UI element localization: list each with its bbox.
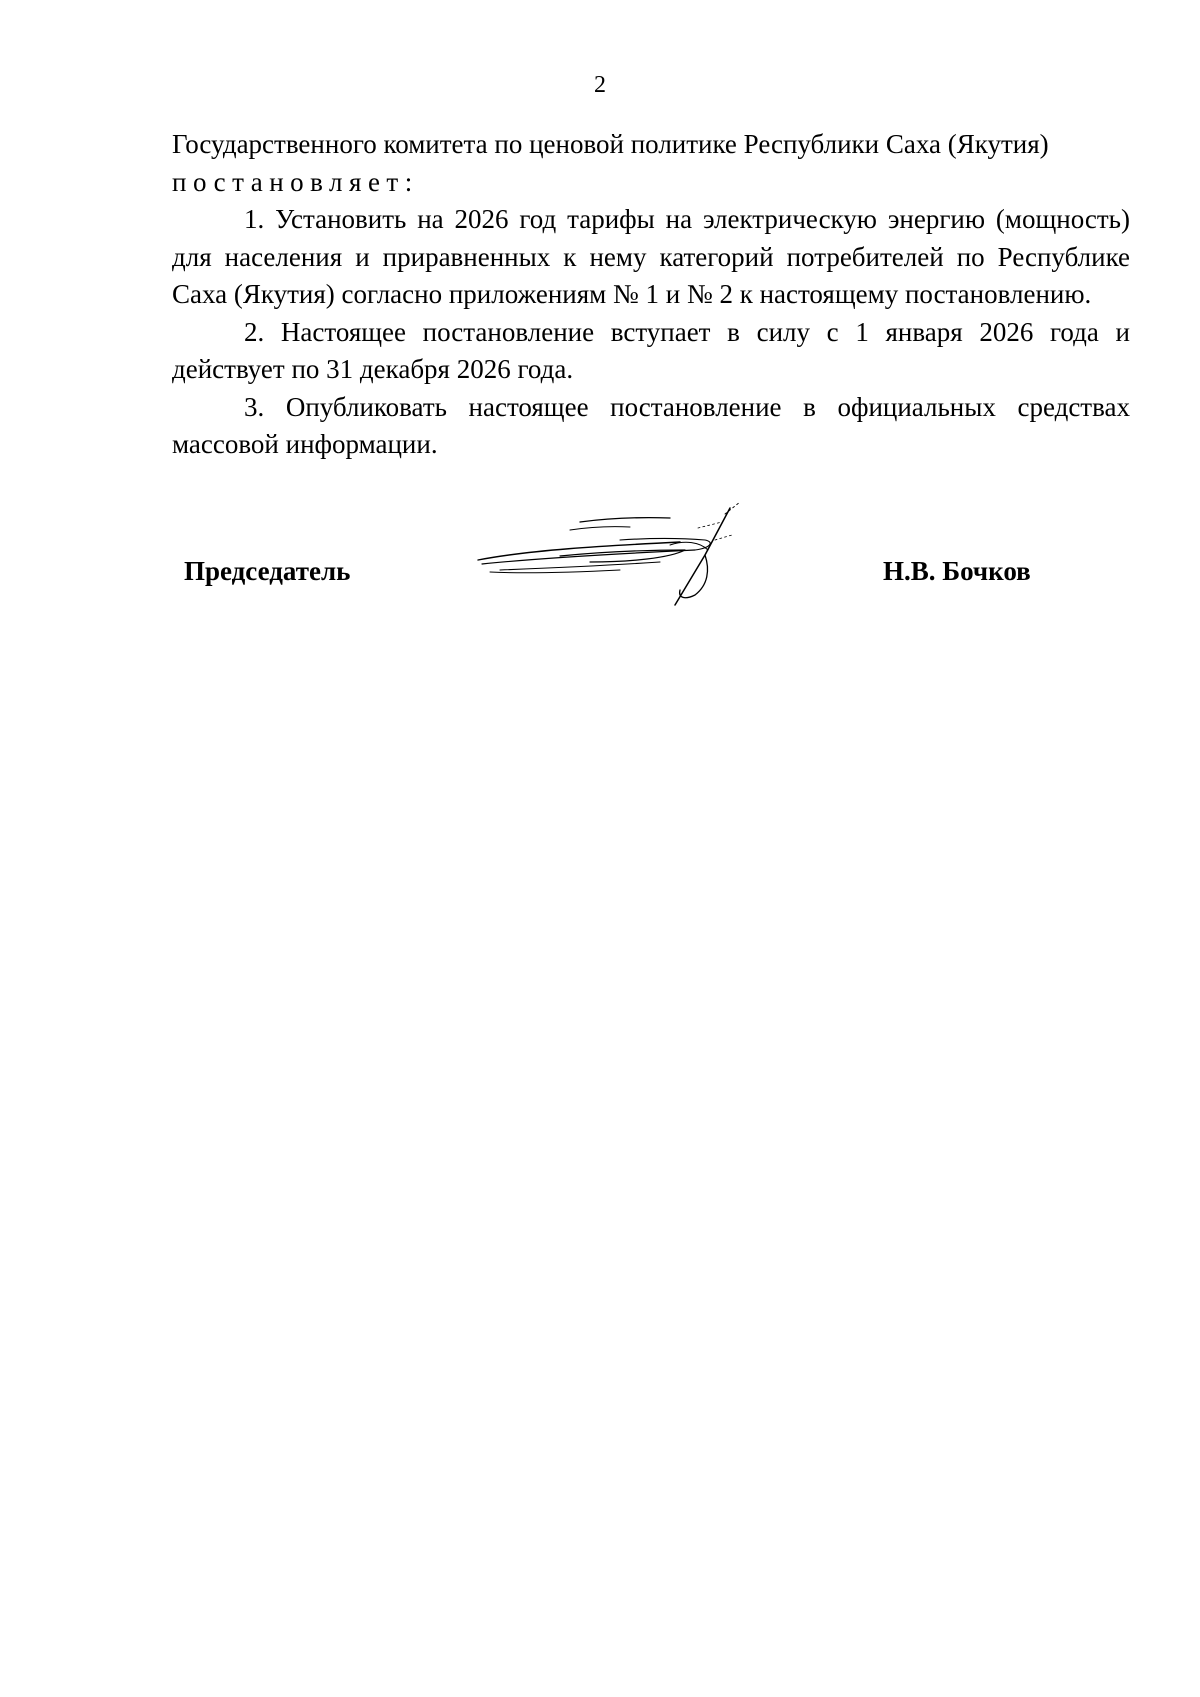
item-1: 1. Установить на 2026 год тарифы на электрическую энергию (мощность) для населения и приравненных к нему категорий потребителей по Республике Саха (Якутия) согласно приложениям № 1 и № 2 к настоящему постановлению. <box>172 204 1130 309</box>
resolves-word: постановляет: <box>172 166 419 197</box>
signature-block <box>0 500 1200 620</box>
intro-line: Государственного комитета по ценовой политике Республики Саха (Якутия) <box>172 129 1049 159</box>
signer-name: Н.В. Бочков <box>883 556 1031 586</box>
handwritten-signature <box>470 500 790 610</box>
item-3: 3. Опубликовать настоящее постановление в официальных средствах массовой информации. <box>172 391 1130 459</box>
document-body <box>172 126 1130 464</box>
signer-title: Председатель <box>184 556 351 586</box>
page-number: 2 <box>594 72 606 98</box>
item-2: 2. Настоящее постановление вступает в силу с 1 января 2026 года и действует по 31 декабря 2026 года. <box>172 316 1130 384</box>
